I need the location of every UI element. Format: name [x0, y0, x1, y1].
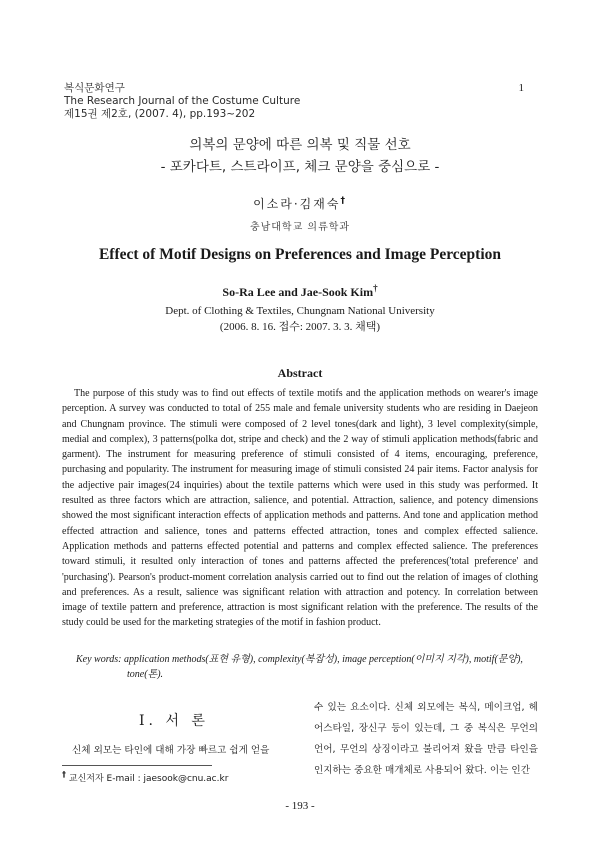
author-mark-en: †	[373, 283, 378, 293]
english-affiliation-block	[0, 303, 600, 335]
received-accepted-dates: (2006. 8. 16. 접수: 2007. 3. 3. 채택)	[219, 321, 381, 333]
korean-authors	[0, 195, 600, 212]
english-authors	[0, 285, 600, 300]
keywords	[76, 652, 538, 682]
footnote-text: 교신저자 E-mail : jaesook@cnu.ac.kr	[68, 774, 229, 784]
page-number-top: 1	[518, 82, 524, 94]
korean-title	[0, 134, 600, 178]
korean-affiliation: 충남대학교 의류학과	[249, 222, 351, 233]
journal-header	[64, 82, 300, 121]
footnote	[62, 770, 228, 784]
author-mark-ko: †	[340, 196, 347, 206]
journal-issue: 제15권 제2호, (2007. 4), pp.193~202	[64, 108, 256, 120]
english-title: Effect of Motif Designs on Preferences and Image Perception	[98, 246, 502, 263]
korean-subtitle: - 포카다트, 스트라이프, 체크 문양을 중심으로 -	[160, 159, 440, 175]
korean-author-names: 이소라·김재숙	[253, 197, 341, 211]
abstract-heading: Abstract	[277, 366, 323, 380]
keywords-line2: tone(톤).	[127, 669, 164, 680]
page-number-bottom: - 193 -	[285, 800, 315, 812]
journal-name-ko: 복식문화연구	[64, 82, 125, 94]
english-author-names: So-Ra Lee and Jae-Sook Kim	[222, 285, 374, 299]
section-heading-introduction: I. 서 론	[139, 713, 209, 729]
journal-name-en: The Research Journal of the Costume Culture	[64, 95, 301, 107]
abstract-body: The purpose of this study was to find out effects of textile motifs and the application methods on wearer's image perception. A survey was conducted to total of 255 male and female university students who are residing in Daejeon and Chungnam province. The stimuli were composed of 2 level tones(dark and light), 3 level complexity(simple, medial and complex), 3 patterns(polka dot, stripe and check) and the 2 way of stimuli application methods(fabric and garment). The instrument for measuring preference of stimuli consisted of 4 items, encouraging, preference, purchasing and popularity. The instrument for measuring image of stimuli consisted 24 pair items. Factor analysis for the adjective pair images(24 inquiries) about the textile patterns which were used in this study was performed. It resulted as three factors which are attraction, salience, and potential. Attraction, salience, and potency dimensions showed the most significant interaction effects of application methods and patterns. And tone and application method effected attraction and salience, tones and patterns effected attraction, tones and complex effected salience. Application methods and patterns effected potential and patterns and complex effected salience. The preferences toward stimuli, it resulted only interaction of tones and patterns affected the preferences('total preference' and 'purchasing'). Pearson's product-moment correlation analysis carried out to find out the relation of images of clothing and preferences. As a result, salience was significant relation with attraction and potency. In correlation between image of textile pattern and preference, attraction is most significant relation with the preference. The results of the study could be used for the marketing strategies of the motif in fashion product.	[62, 388, 538, 629]
body-text-left-column: 신체 외모는 타인에 대해 가장 빠르고 쉽게 얻을	[72, 745, 270, 756]
body-text-right-column: 수 있는 요소이다. 신체 외모에는 복식, 메이크업, 헤어스타일, 장신구 등이 있는데, 그 중 복식은 무언의 언어, 무언의 상징이라고 불리어져 왔을 만큼 타인을 인지하는 중요한 매개체로 사용되어 왔다. 이는 인간	[314, 702, 538, 776]
footnote-mark: †	[62, 770, 66, 779]
english-affiliation: Dept. of Clothing & Textiles, Chungnam National University	[165, 305, 435, 317]
footnote-divider	[62, 765, 212, 766]
keywords-line1: Key words: application methods(표현 유형), complexity(복잡성), image perception(이미지 지각), motif(문양),	[76, 654, 523, 665]
korean-title-line1: 의복의 문양에 따른 의복 및 직물 선호	[189, 137, 411, 153]
